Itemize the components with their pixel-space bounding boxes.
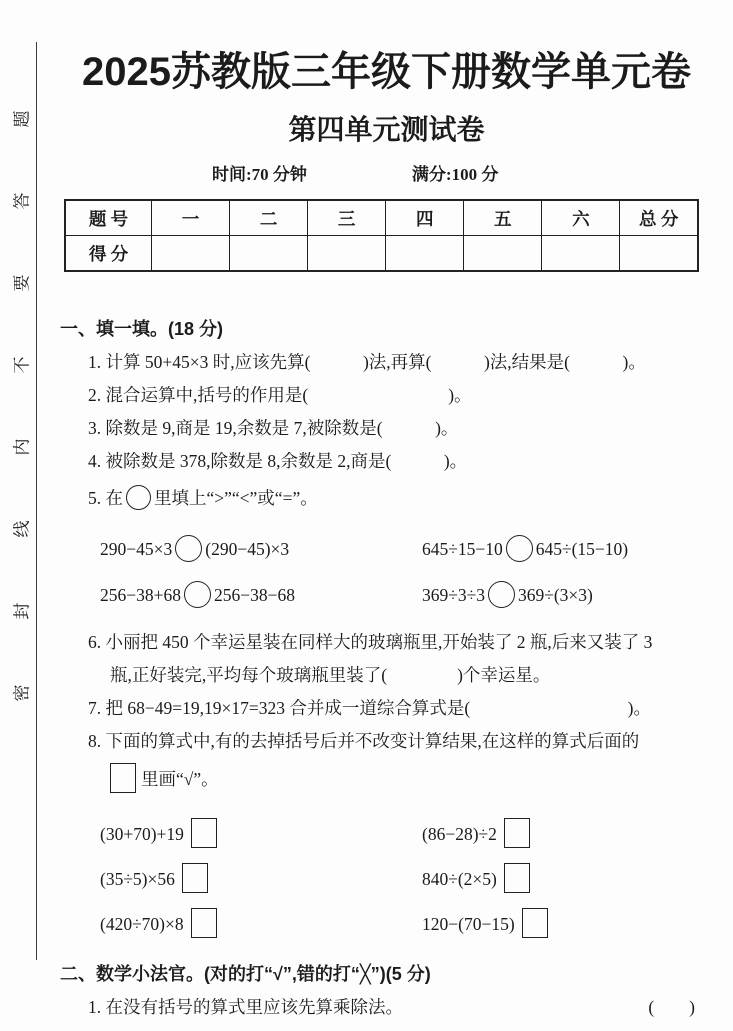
check-expression: 840÷(2×5) [422,869,497,889]
compare-left: 290−45×3 [100,539,173,559]
question-6-line1: 6. 小丽把 450 个幸运星装在同样大的玻璃瓶里,开始装了 2 瓶,后来又装了 3 [88,632,653,652]
check-expression: 120−(70−15) [422,914,515,934]
compare-right: (290−45)×3 [205,539,290,559]
compare-item [422,572,593,618]
score-table-header-cell: 四 [386,200,464,236]
question-2: 2. 混合运算中,括号的作用是( )。 [88,385,472,405]
check-expression: (86−28)÷2 [422,824,497,844]
compare-item [100,526,422,572]
score-table-header-cell: 题 号 [65,200,152,236]
seal-text: 密 封 线 内 不 要 答 题 [12,86,32,702]
question-3: 3. 除数是 9,商是 19,余数是 7,被除数是( )。 [88,418,459,438]
compare-left: 369÷3÷3 [422,585,485,605]
check-item [100,902,422,947]
compare-right: 645÷(15−10) [535,539,629,559]
score-table-header-cell: 二 [230,200,308,236]
compare-row [100,526,733,572]
section2-heading: 二、数学小法官。(对的打“√”,错的打“╳”)(5 分) [60,964,431,984]
score-cell-empty [542,236,620,272]
score-cell-empty [464,236,542,272]
check-item [422,902,548,947]
compare-circle-icon [184,581,211,608]
exam-meta [212,160,733,185]
question-6-line2: 瓶,正好装完,平均每个玻璃瓶里装了( )个幸运星。 [110,665,551,685]
compare-circle-icon [506,535,533,562]
compare-left: 645÷15−10 [422,539,503,559]
check-expression: (35÷5)×56 [100,869,175,889]
question-5 [88,478,733,518]
answer-box-icon [504,863,530,893]
score-cell-empty [230,236,308,272]
compare-item [422,526,628,572]
score-table-score-row [65,236,698,272]
score-cell-empty [152,236,230,272]
compare-row [100,572,733,618]
question-7: 7. 把 68−49=19,19×17=323 合并成一道综合算式是( )。 [88,698,652,718]
score-table-header-cell: 六 [542,200,620,236]
answer-box-icon [191,908,217,938]
exam-subtitle: 第四单元测试卷 [288,114,485,145]
judge-question-1-text: 1. 在没有括号的算式里应该先算乘除法。 [88,997,403,1017]
judge-answer-blank: ( ) [648,997,695,1017]
answer-box-icon [182,863,208,893]
compare-right: 256−38−68 [214,585,295,605]
question-1: 1. 计算 50+45×3 时,应该先算( )法,再算( )法,结果是( )。 [88,352,646,372]
question-4: 4. 被除数是 378,除数是 8,余数是 2,商是( )。 [88,451,468,471]
check-item [422,857,530,902]
question-8-line2-text: 里画“√”。 [141,769,219,789]
compare-circle-icon [126,485,151,510]
score-cell-empty [386,236,464,272]
check-expression: (30+70)+19 [100,824,184,844]
score-cell-empty [620,236,698,272]
compare-left: 256−38+68 [100,585,181,605]
compare-item [100,572,422,618]
check-item [100,857,422,902]
answer-box-icon [110,763,136,793]
question-5-post: 里填上“>”“<”或“=”。 [154,488,318,508]
score-row-label: 得 分 [65,236,152,272]
score-cell-empty [308,236,386,272]
answer-box-icon [522,908,548,938]
compare-right: 369÷(3×3) [517,585,593,605]
check-row [100,812,733,857]
score-table-header-cell: 一 [152,200,230,236]
section1-heading: 一、填一填。(18 分) [60,319,224,339]
time-label: 时间:70 分钟 [212,165,307,184]
check-row [100,902,733,947]
answer-box-icon [504,818,530,848]
score-table-header-cell: 总 分 [620,200,698,236]
question-8-line1: 8. 下面的算式中,有的去掉括号后并不改变计算结果,在这样的算式后面的 [88,731,640,751]
answer-box-icon [191,818,217,848]
full-score-label: 满分:100 分 [411,165,499,184]
score-table [64,199,699,272]
check-item [100,812,422,857]
exam-title: 2025苏教版三年级下册数学单元卷 [82,50,691,94]
check-expression: (420÷70)×8 [100,914,184,934]
check-row [100,857,733,902]
compare-circle-icon [488,581,515,608]
check-item [422,812,530,857]
score-table-header-row [65,200,698,236]
question-8-line2 [110,758,733,800]
question-5-pre: 5. 在 [88,488,123,508]
judge-question-1 [88,991,695,1024]
compare-circle-icon [175,535,202,562]
score-table-header-cell: 三 [308,200,386,236]
score-table-header-cell: 五 [464,200,542,236]
seal-line [36,42,37,960]
